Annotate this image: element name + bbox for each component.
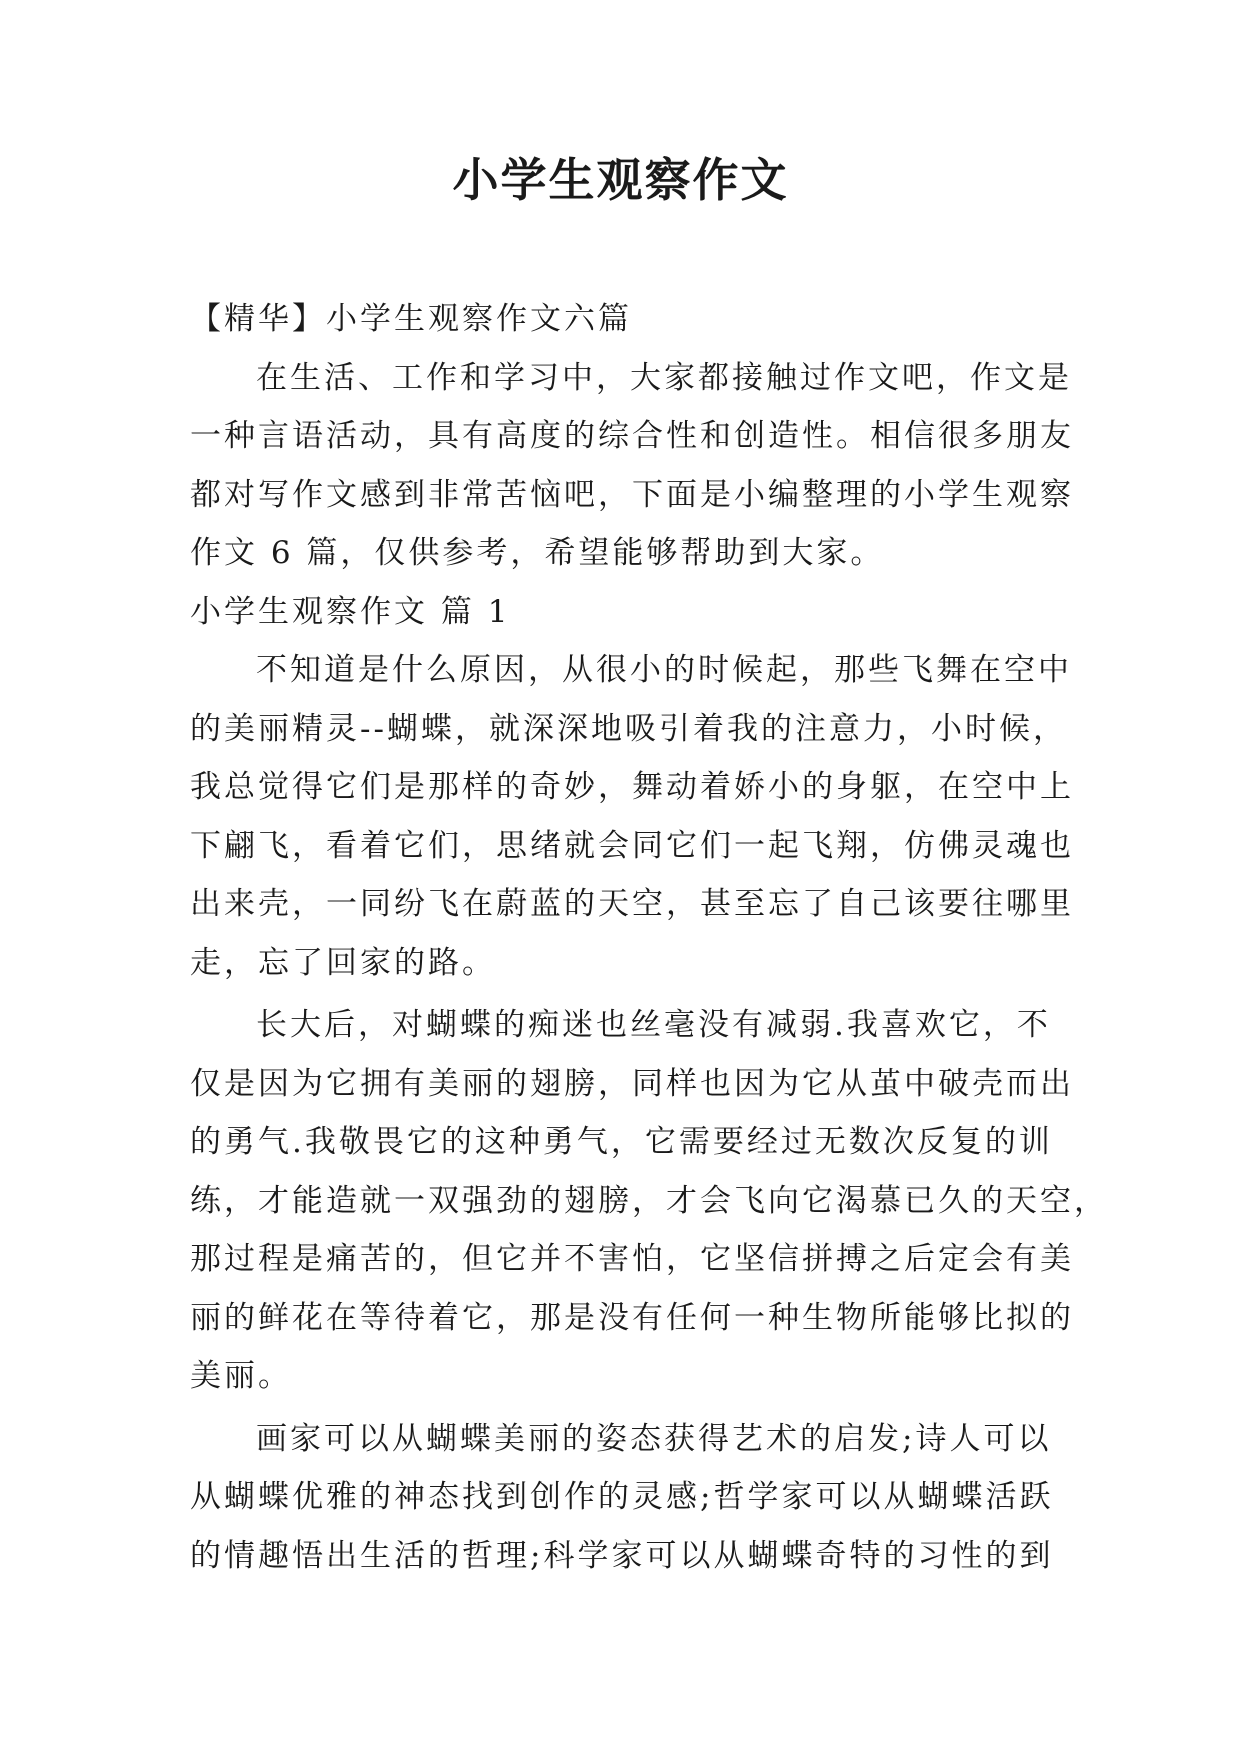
intro-line: 一种言语活动，具有高度的综合性和创造性。相信很多朋友 — [190, 418, 1074, 454]
paragraph-line: 我总觉得它们是那样的奇妙，舞动着娇小的身躯，在空中上 — [190, 769, 1074, 805]
paragraph-line: 的情趣悟出生活的哲理;科学家可以从蝴蝶奇特的习性的到 — [190, 1537, 1054, 1574]
paragraph-line: 不知道是什么原因，从很小的时候起，那些飞舞在空中 — [256, 652, 1072, 688]
body-paragraph-1 — [190, 641, 1074, 992]
paragraph-line: 出来壳，一同纷飞在蔚蓝的天空，甚至忘了自己该要往哪里 — [190, 886, 1074, 922]
paragraph-line: 长大后，对蝴蝶的痴迷也丝毫没有减弱.我喜欢它，不 — [256, 1007, 1051, 1043]
paragraph-line: 走，忘了回家的路。 — [190, 944, 496, 981]
intro-paragraph — [190, 349, 1074, 583]
paragraph-line: 仅是因为它拥有美丽的翅膀，同样也因为它从茧中破壳而出 — [190, 1065, 1074, 1102]
paragraph-line: 从蝴蝶优雅的神态找到创作的灵感;哲学家可以从蝴蝶活跃 — [190, 1479, 1054, 1515]
body-paragraph-3 — [190, 1410, 1060, 1586]
paragraph-line: 那过程是痛苦的，但它并不害怕，它坚信拼搏之后定会有美 — [190, 1241, 1074, 1277]
document-body — [190, 290, 1108, 1585]
intro-line: 都对写作文感到非常苦恼吧，下面是小编整理的小学生观察 — [190, 476, 1074, 513]
document-subtitle: 【精华】小学生观察作文六篇 — [190, 301, 632, 337]
paragraph-line: 练，才能造就一双强劲的翅膀，才会飞向它渴慕已久的天空， — [190, 1182, 1108, 1219]
body-paragraph-2 — [190, 996, 1108, 1406]
paragraph-line: 丽的鲜花在等待着它，那是没有任何一种生物所能够比拟的 — [190, 1299, 1074, 1336]
paragraph-line: 的勇气.我敬畏它的这种勇气，它需要经过无数次反复的训 — [190, 1124, 1053, 1160]
paragraph-line: 下翩飞，看着它们，思绪就会同它们一起飞翔，仿佛灵魂也 — [190, 827, 1074, 864]
paragraph-line: 的美丽精灵--蝴蝶，就深深地吸引着我的注意力，小时候， — [190, 710, 1067, 747]
intro-line: 作文 6 篇，仅供参考，希望能够帮助到大家。 — [190, 535, 885, 571]
section-heading: 小学生观察作文 篇 1 — [190, 593, 511, 630]
paragraph-line: 美丽。 — [190, 1358, 292, 1394]
document-title: 小学生观察作文 — [452, 153, 789, 207]
paragraph-line: 画家可以从蝴蝶美丽的姿态获得艺术的启发;诗人可以 — [256, 1420, 1052, 1457]
intro-line: 在生活、工作和学习中，大家都接触过作文吧，作文是 — [256, 359, 1072, 396]
